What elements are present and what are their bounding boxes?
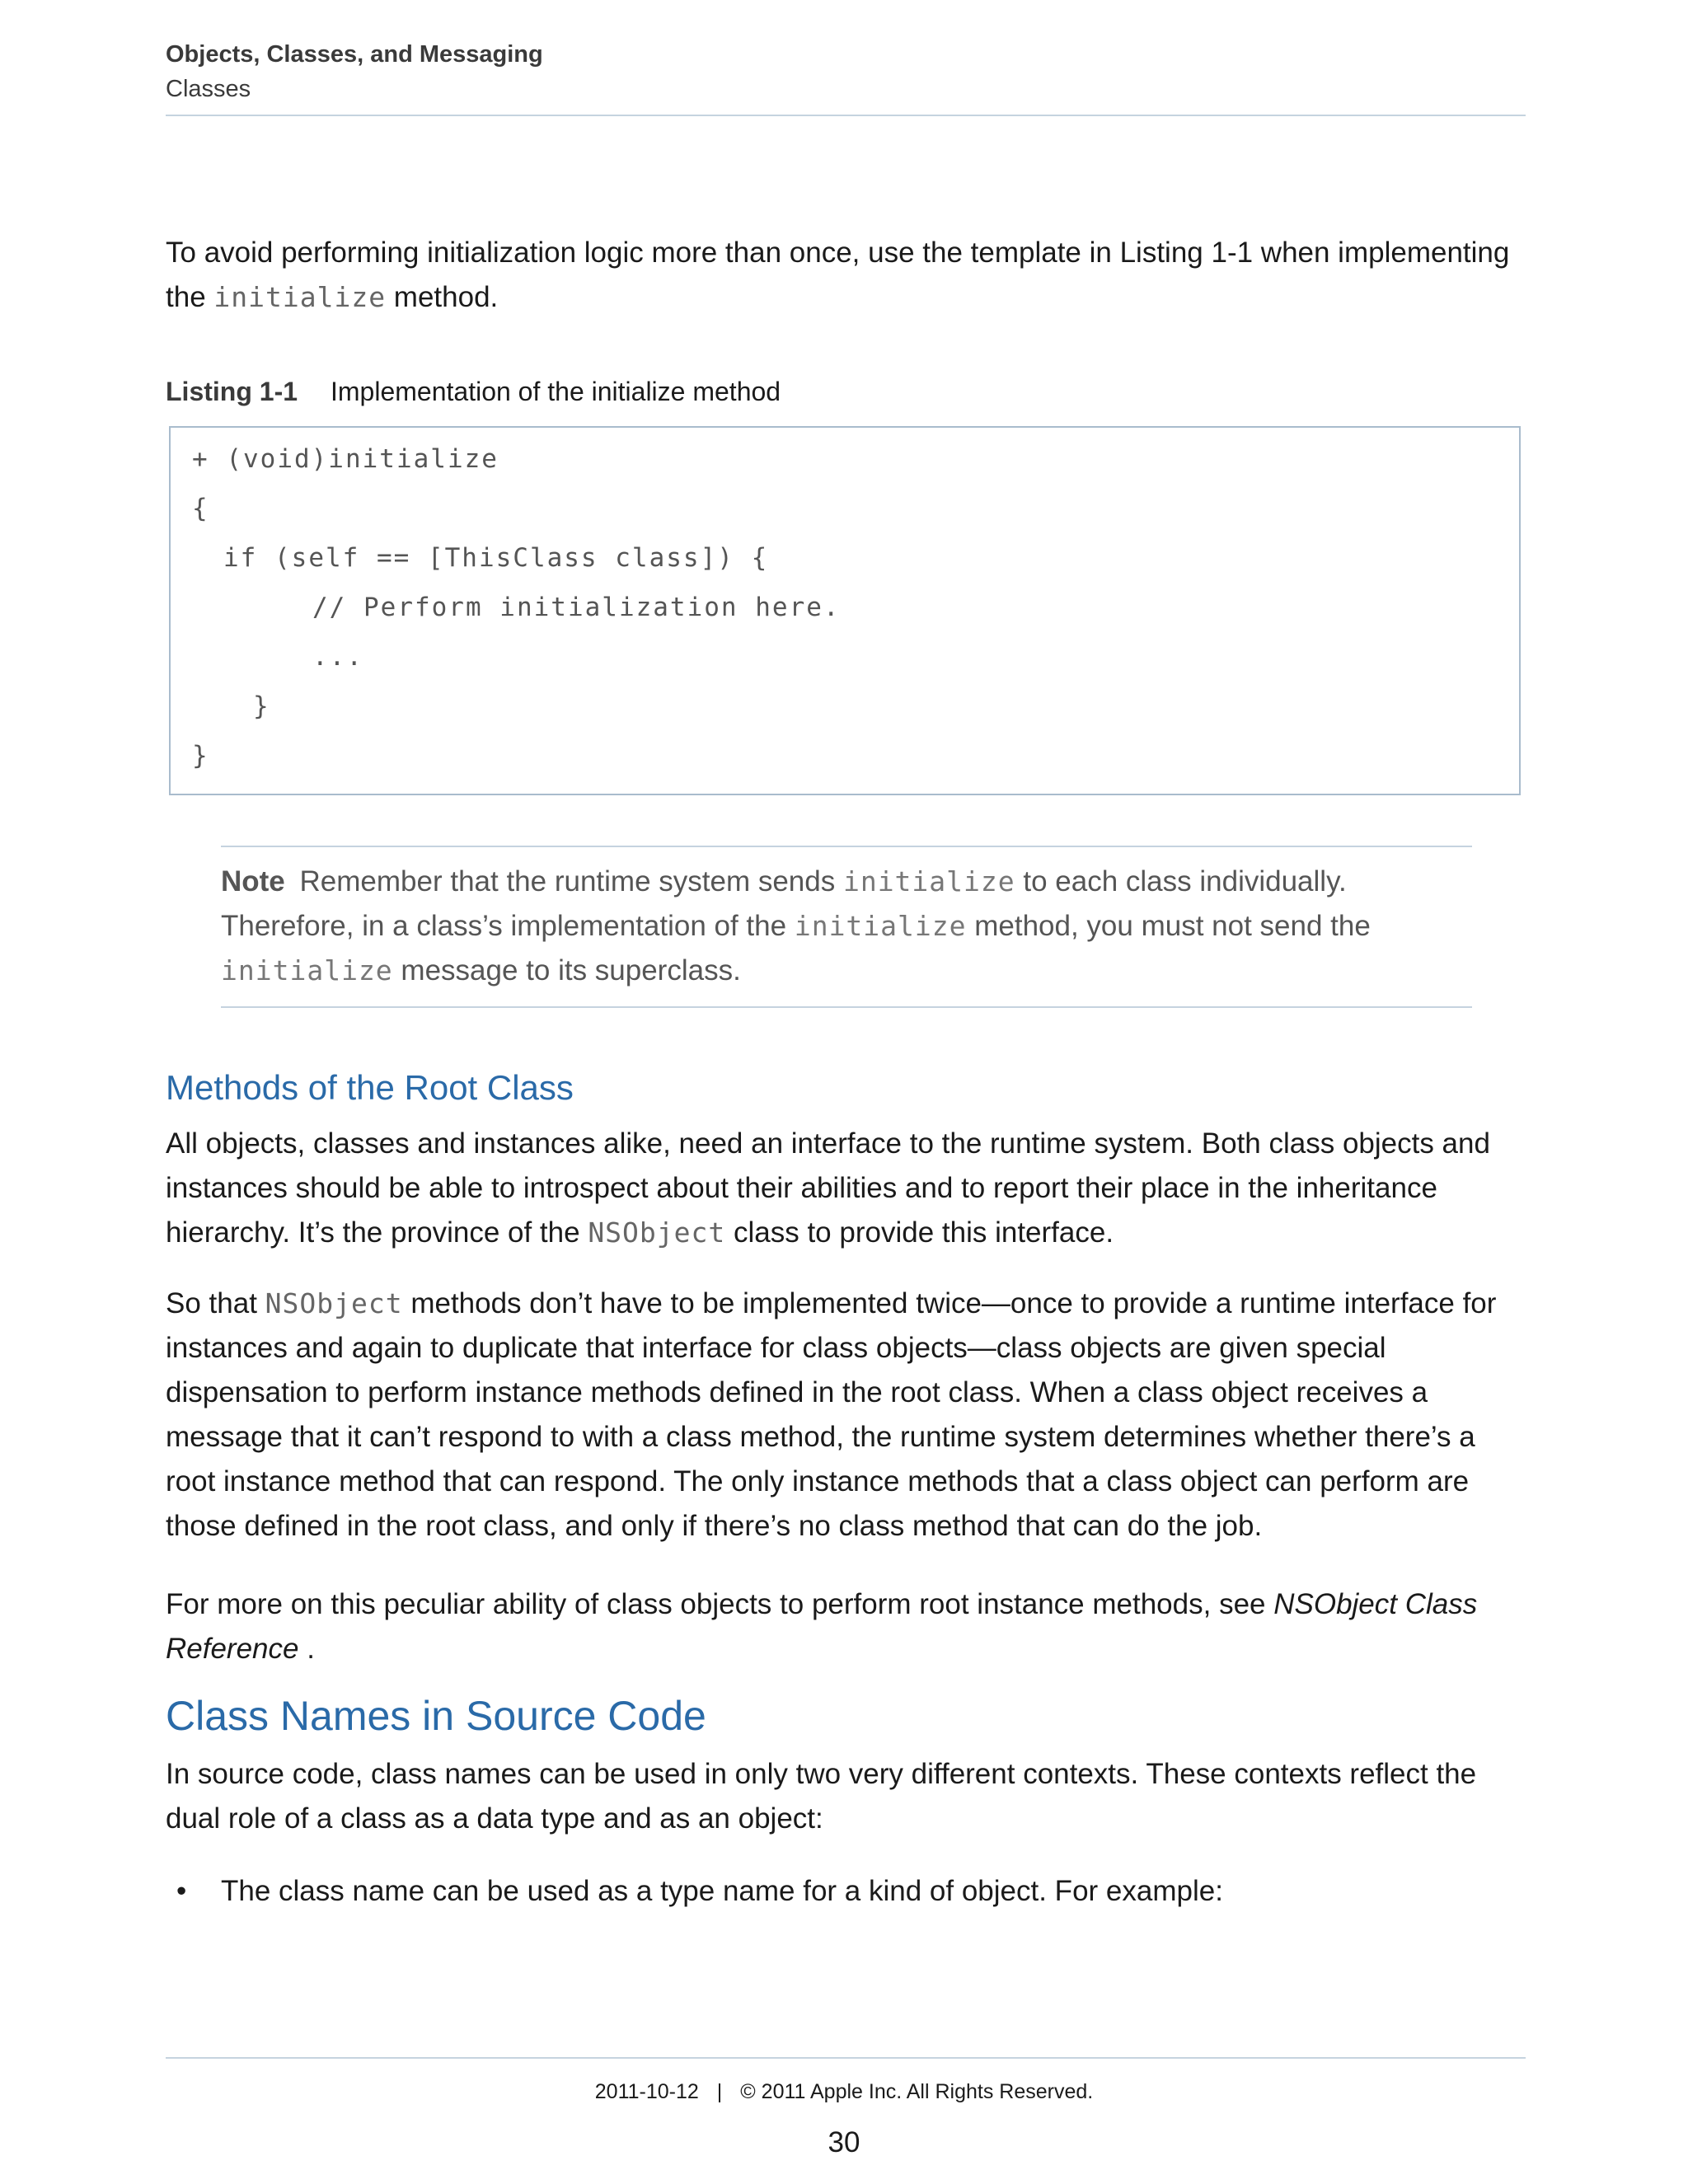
note-text: Remember that the runtime system sends xyxy=(299,865,843,898)
code-line: } xyxy=(192,741,209,771)
section-title: Classes xyxy=(166,76,251,102)
paragraph-text: For more on this peculiar ability of class objects to perform root instance methods, see xyxy=(166,1588,1274,1620)
paragraph-text: class to provide this interface. xyxy=(725,1216,1114,1249)
doc-reference: NSObject Class Reference xyxy=(166,1588,1478,1665)
section-heading-class-names: Class Names in Source Code xyxy=(166,1693,706,1739)
listing-title: Implementation of the initialize method xyxy=(331,377,781,406)
note-top-rule xyxy=(221,846,1472,847)
footer-date: 2011-10-12 xyxy=(594,2080,699,2103)
paragraph-text: So that xyxy=(166,1287,265,1319)
footer-copyright: © 2011 Apple Inc. All Rights Reserved. xyxy=(740,2080,1094,2103)
code-line: { xyxy=(192,494,209,523)
inline-code: NSObject xyxy=(265,1287,403,1319)
code-line: if (self == [ThisClass class]) { xyxy=(223,543,769,573)
code-line: } xyxy=(253,691,270,721)
note-text: to each class individually. Therefore, in a class’s implementation of the xyxy=(221,865,1347,942)
intro-paragraph xyxy=(166,231,1526,320)
note-label: Note xyxy=(221,865,285,898)
footer xyxy=(0,2077,1688,2107)
note-bottom-rule xyxy=(221,1006,1472,1008)
running-header xyxy=(166,36,1526,105)
footer-separator: | xyxy=(716,2080,723,2103)
listing-label: Listing 1-1 xyxy=(166,377,298,406)
root-class-paragraph-2 xyxy=(166,1282,1526,1549)
note-text: method, you must not send the xyxy=(966,910,1371,942)
listing-caption xyxy=(166,373,781,410)
chapter-title: Objects, Classes, and Messaging xyxy=(166,41,543,68)
class-names-paragraph: In source code, class names can be used in only two very different contexts. These contexts reflect the dual role of a class as a data type and as an object: xyxy=(166,1758,1477,1835)
header-rule xyxy=(166,115,1526,116)
footer-rule xyxy=(166,2057,1526,2059)
section-heading-root-class: Methods of the Root Class xyxy=(166,1068,574,1107)
note-text: message to its superclass. xyxy=(392,954,741,987)
root-class-paragraph-3 xyxy=(166,1582,1526,1671)
inline-code: initialize xyxy=(794,910,967,942)
paragraph-text: . xyxy=(298,1633,315,1665)
intro-text: To avoid performing initialization logic more than once, use the template in Listing 1-1 when implementing the xyxy=(166,237,1510,313)
code-listing xyxy=(169,426,1521,795)
inline-code: initialize xyxy=(213,281,387,313)
bullet-item: The class name can be used as a type name for a kind of object. For example: xyxy=(221,1875,1223,1907)
inline-code: NSObject xyxy=(588,1216,726,1249)
intro-text-end: method. xyxy=(386,281,499,313)
code-line: + (void)initialize xyxy=(192,444,499,474)
code-line: ... xyxy=(312,642,363,672)
paragraph-text: All objects, classes and instances alike, need an interface to the runtime system. Both class objects and instances should be able to introspect about their abilities and to report their place in the inheritance hierarchy. It’s the province of the xyxy=(166,1127,1490,1249)
paragraph-text: methods don’t have to be implemented twice—once to provide a runtime interface for instances and again to duplicate that interface for class objects—class objects are given special dispensation to perform instance methods defined in the root class. When a class object receives a message that it can’t respond to with a class method, the runtime system determines whether there’s a root instance method that can respond. The only instance methods that a class object can perform are those defined in the root class, and only if there’s no class method that can do the job. xyxy=(166,1287,1497,1542)
bullet-dot: • xyxy=(176,1875,187,1907)
root-class-paragraph-1 xyxy=(166,1122,1526,1255)
page-number: 30 xyxy=(828,2126,860,2158)
inline-code: initialize xyxy=(842,865,1015,898)
inline-code: initialize xyxy=(221,954,393,987)
code-line: // Perform initialization here. xyxy=(312,593,841,622)
note-box xyxy=(221,860,1472,993)
